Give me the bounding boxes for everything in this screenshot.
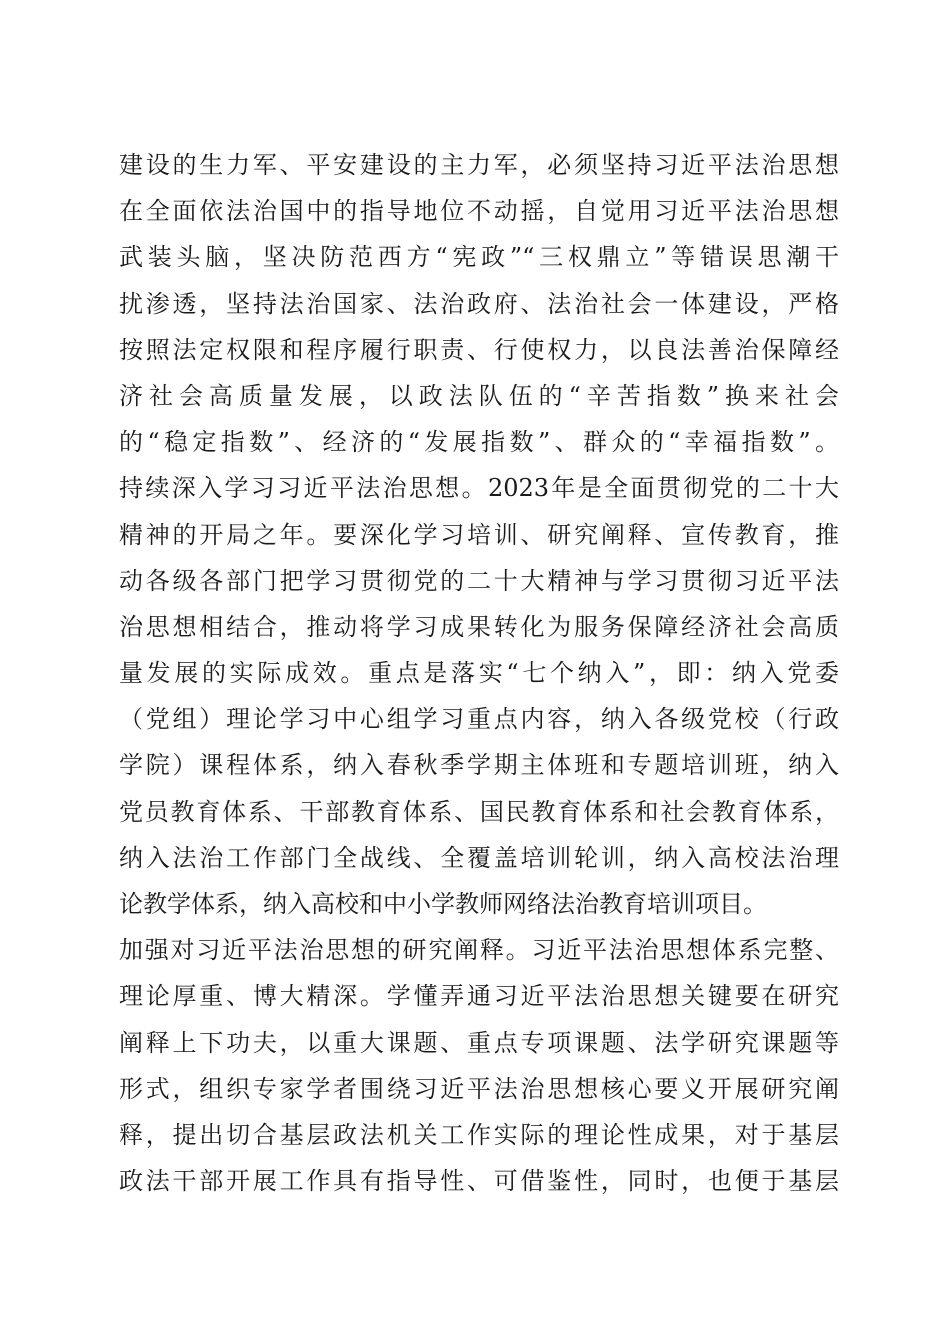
text-line: 精神的开局之年。要深化学习培训、研究阐释、宣传教育，推 [119,520,839,549]
text-line: 建设的生力军、平安建设的主力军，必须坚持习近平法治思想 [119,151,839,179]
text-line: 的“稳定指数”、经济的“发展指数”、群众的“幸福指数”。 [119,428,839,457]
body-text [119,142,839,1204]
text-line: 形式，组织专家学者围绕习近平法治思想核心要义开展研究阐 [119,1074,839,1103]
text-line: 理论厚重、博大精深。学懂弄通习近平法治思想关键要在研究 [119,982,839,1011]
text-line: 治思想相结合，推动将学习成果转化为服务保障经济社会高质 [119,612,839,641]
text-line: 动各级各部门把学习贯彻党的二十大精神与学习贯彻习近平法 [119,566,839,595]
text-line: 论教学体系，纳入高校和中小学教师网络法治教育培训项目。 [119,890,767,918]
text-line: 量发展的实际成效。重点是落实“七个纳入”，即：纳入党委 [119,659,839,688]
text-line: 扰渗透，坚持法治国家、法治政府、法治社会一体建设，严格 [119,289,839,318]
text-line: （党组）理论学习中心组学习重点内容，纳入各级党校（行政 [119,705,839,734]
text-line: 学院）课程体系，纳入春秋季学期主体班和专题培训班，纳入 [119,751,839,780]
text-line: 党员教育体系、干部教育体系、国民教育体系和社会教育体系， [119,797,839,826]
text-line: 政法干部开展工作具有指导性、可借鉴性，同时，也便于基层 [119,1167,839,1196]
text-line: 纳入法治工作部门全战线、全覆盖培训轮训，纳入高校法治理 [119,843,839,872]
text-line: 阐释上下功夫，以重大课题、重点专项课题、法学研究课题等 [119,1028,839,1057]
text-line: 加强对习近平法治思想的研究阐释。习近平法治思想体系完整、 [119,936,839,965]
text-line: 持续深入学习习近平法治思想。2023年是全面贯彻党的二十大 [119,474,839,503]
text-line: 在全面依法治国中的指导地位不动摇，自觉用习近平法治思想 [119,197,839,226]
text-line: 济社会高质量发展，以政法队伍的“辛苦指数”换来社会 [119,381,839,410]
text-line: 武装头脑，坚决防范西方“宪政”“三权鼎立”等错误思潮干 [119,243,839,272]
text-line: 释，提出切合基层政法机关工作实际的理论性成果，对于基层 [119,1120,839,1149]
text-line: 按照法定权限和程序履行职责、行使权力，以良法善治保障经 [119,335,839,364]
